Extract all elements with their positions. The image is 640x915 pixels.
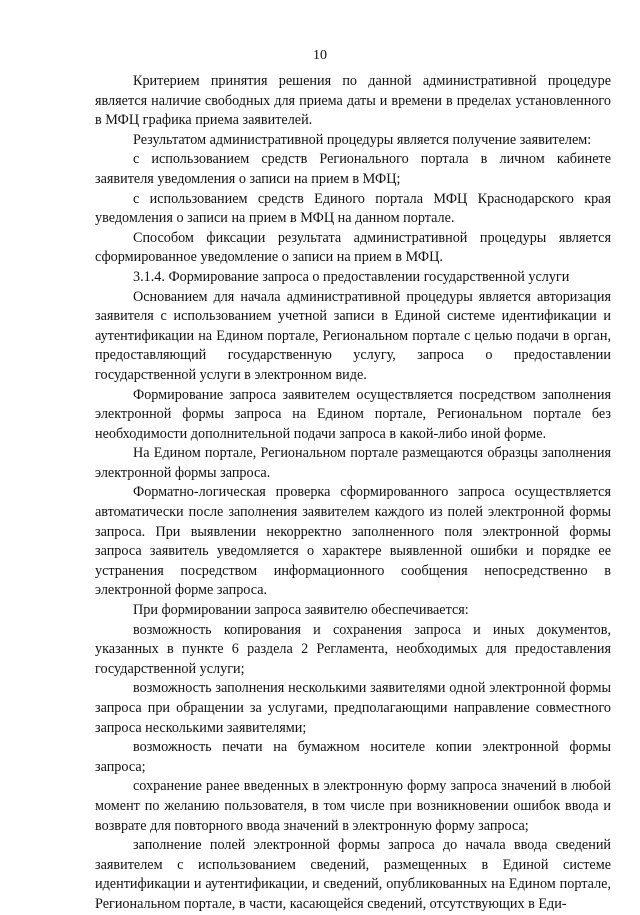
paragraph-form-samples: На Едином портале, Региональном портале размещаются образцы заполнения электронной формы запроса.: [95, 445, 611, 481]
list-item-save-values: сохранение ранее введенных в электронную форму запроса значений в любой момент по желанию пользователя, в том числе при возникновении ошибок ввода и возврате для повторного ввода значений в электронную форму запроса;: [95, 778, 611, 834]
paragraph-decision-criterion: Критерием принятия решения по данной административной процедуре является наличие свободных для приема даты и времени в пределах установленного в МФЦ графика приема заявителей.: [95, 73, 611, 129]
document-body: [95, 72, 611, 915]
paragraph-procedure-result: Результатом административной процедуры является получение заявителем:: [133, 131, 592, 148]
paragraph-provisions-intro: При формировании запроса заявителю обеспечивается:: [133, 602, 469, 619]
page-number: 10: [313, 48, 327, 63]
paragraph-format-check: Форматно-логическая проверка сформированного запроса осуществляется автоматически после заполнения заявителем каждого из полей электронной формы запроса. При выявлении некорректно заполненного поля электронной формы запроса заявитель уведомляется о характере выявленной ошибки и порядке ее устранения посредством информационного сообщения непосредственно в электронной форме запроса.: [95, 484, 611, 599]
paragraph-regional-portal-notice: с использованием средств Регионального портала в личном кабинете заявителя уведомления о записи на прием в МФЦ;: [95, 151, 611, 187]
list-item-copy-save: возможность копирования и сохранения запроса и иных документов, указанных в пункте 6 раздела 2 Регламента, необходимых для предоставления государственной услуги;: [95, 621, 611, 677]
list-item-multiple-applicants: возможность заполнения несколькими заявителями одной электронной формы запроса при обращении за услугами, предполагающими направление совместного запроса несколькими заявителями;: [95, 680, 611, 736]
list-item-print-copy: возможность печати на бумажном носителе копии электронной формы запроса;: [95, 739, 611, 775]
paragraph-mfc-portal-notice: с использованием средств Единого портала МФЦ Краснодарского края уведомления о записи на прием в МФЦ на данном портале.: [95, 190, 611, 227]
paragraph-request-formation: Формирование запроса заявителем осуществляется посредством заполнения электронной формы запроса на Едином портале, Региональном портале без необходимости дополнительной подачи запроса в какой-либо иной форме.: [95, 386, 611, 442]
section-heading-3-1-4: 3.1.4. Формирование запроса о предоставлении государственной услуги: [133, 268, 570, 285]
paragraph-authorization-basis: Основанием для начала административной процедуры является авторизация заявителя с использованием учетной записи в Единой системе идентификации и аутентификации на Едином портале, Региональном портале с целью подачи в орган, предоставляющий государственную услугу, запроса о предоставлении государственной услуги в электронном виде.: [95, 288, 611, 383]
paragraph-fixation-method: Способом фиксации результата административной процедуры является сформированное уведомление о записи на прием в МФЦ.: [95, 229, 611, 266]
list-item-autofill: заполнение полей электронной формы запроса до начала ввода сведений заявителем с использованием сведений, размещенных в Единой системе идентификации и аутентификации, и сведений, опубликованных на Едином портале, Региональном портале, в части, касающейся сведений, отсутствующих в Еди-: [95, 837, 611, 912]
